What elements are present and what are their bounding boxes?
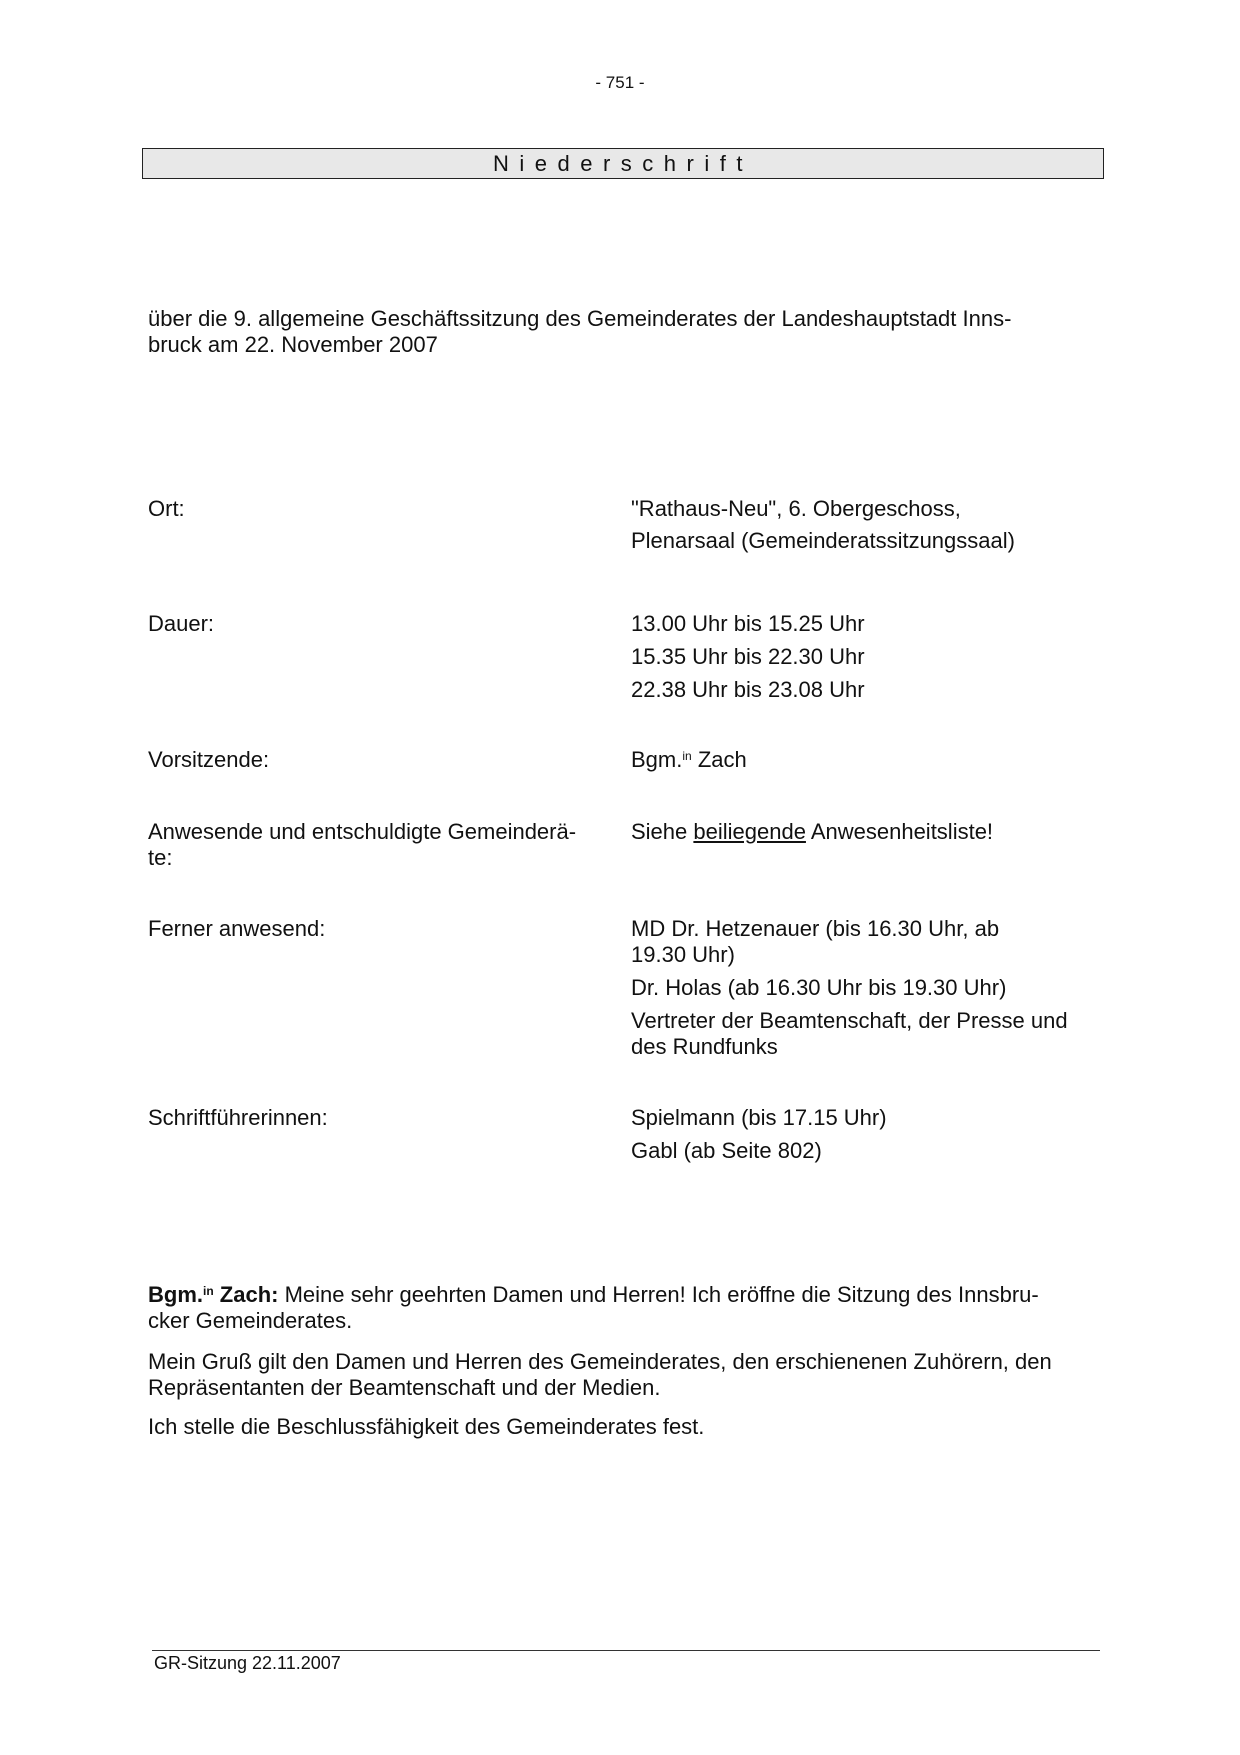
speech-paragraph-3: Ich stelle die Beschlussfähigkeit des Gemeinderates fest. — [148, 1414, 705, 1439]
vorsitz-sup: in — [682, 749, 692, 763]
intro-line-2: bruck am 22. November 2007 — [148, 332, 438, 357]
ferner-value — [631, 916, 1101, 1060]
anwesende-label — [148, 819, 608, 871]
speech-p1-text: Meine sehr geehrten Damen und Herren! Ich eröffne die Sitzung des Innsbru- — [278, 1282, 1039, 1307]
anwesende-underlined: beiliegende — [693, 819, 806, 844]
ort-label: Ort: — [148, 496, 185, 521]
speech-paragraph-2 — [148, 1349, 1108, 1401]
anwesende-value — [631, 819, 1101, 845]
footer-text: GR-Sitzung 22.11.2007 — [154, 1653, 341, 1673]
speaker-name: Zach: — [213, 1282, 279, 1307]
ferner-entry-1-line-1: MD Dr. Hetzenauer (bis 16.30 Uhr, ab — [631, 916, 1000, 941]
speech-p1-line-1 — [148, 1282, 1108, 1308]
anwesende-pre: Siehe — [631, 819, 694, 844]
speaker-title: Bgm. — [148, 1282, 203, 1307]
dauer-label: Dauer: — [148, 611, 215, 636]
ort-value — [631, 496, 1101, 554]
ort-line-1: "Rathaus-Neu", 6. Obergeschoss, — [631, 496, 961, 521]
schrift-entry-1: Spielmann (bis 17.15 Uhr) — [631, 1105, 887, 1130]
ort-line-2: Plenarsaal (Gemeinderatssitzungssaal) — [631, 528, 1015, 553]
schrift-label: Schriftführerinnen: — [148, 1105, 328, 1130]
dauer-time-3: 22.38 Uhr bis 23.08 Uhr — [631, 677, 865, 702]
speech-paragraph-1 — [148, 1282, 1108, 1334]
ferner-label: Ferner anwesend: — [148, 916, 326, 941]
intro-paragraph — [148, 306, 1068, 358]
vorsitz-label: Vorsitzende: — [148, 747, 270, 772]
speaker-sup: in — [203, 1284, 214, 1298]
vorsitz-name: Zach — [691, 747, 747, 772]
vorsitz-value — [631, 747, 1101, 773]
anwesende-label-line-1: Anwesende und entschuldigte Gemeinderä- — [148, 819, 577, 844]
page-number: - 751 - — [595, 73, 645, 92]
anwesende-label-line-2: te: — [148, 845, 173, 870]
ferner-entry-3-line-2: des Rundfunks — [631, 1034, 778, 1059]
schrift-value — [631, 1105, 1101, 1164]
speech-p2-line-1: Mein Gruß gilt den Damen und Herren des Gemeinderates, den erschienenen Zuhörern, den — [148, 1349, 1052, 1374]
anwesende-post: Anwesenheitsliste! — [805, 819, 994, 844]
speech-p1-line-2: cker Gemeinderates. — [148, 1308, 353, 1333]
speech-p2-line-2: Repräsentanten der Beamtenschaft und der Medien. — [148, 1375, 661, 1400]
schrift-entry-2: Gabl (ab Seite 802) — [631, 1138, 822, 1163]
footer-rule — [152, 1650, 1100, 1651]
ferner-entry-3-line-1: Vertreter der Beamtenschaft, der Presse und — [631, 1008, 1068, 1033]
intro-line-1: über die 9. allgemeine Geschäftssitzung des Gemeinderates der Landeshauptstadt Inns- — [148, 306, 1012, 331]
dauer-time-2: 15.35 Uhr bis 22.30 Uhr — [631, 644, 865, 669]
document-title: Niederschrift — [142, 148, 1104, 179]
ferner-entry-2: Dr. Holas (ab 16.30 Uhr bis 19.30 Uhr) — [631, 975, 1007, 1000]
vorsitz-title: Bgm. — [631, 747, 683, 772]
dauer-time-1: 13.00 Uhr bis 15.25 Uhr — [631, 611, 865, 636]
dauer-value — [631, 611, 1101, 703]
ferner-entry-1-line-2: 19.30 Uhr) — [631, 942, 735, 967]
